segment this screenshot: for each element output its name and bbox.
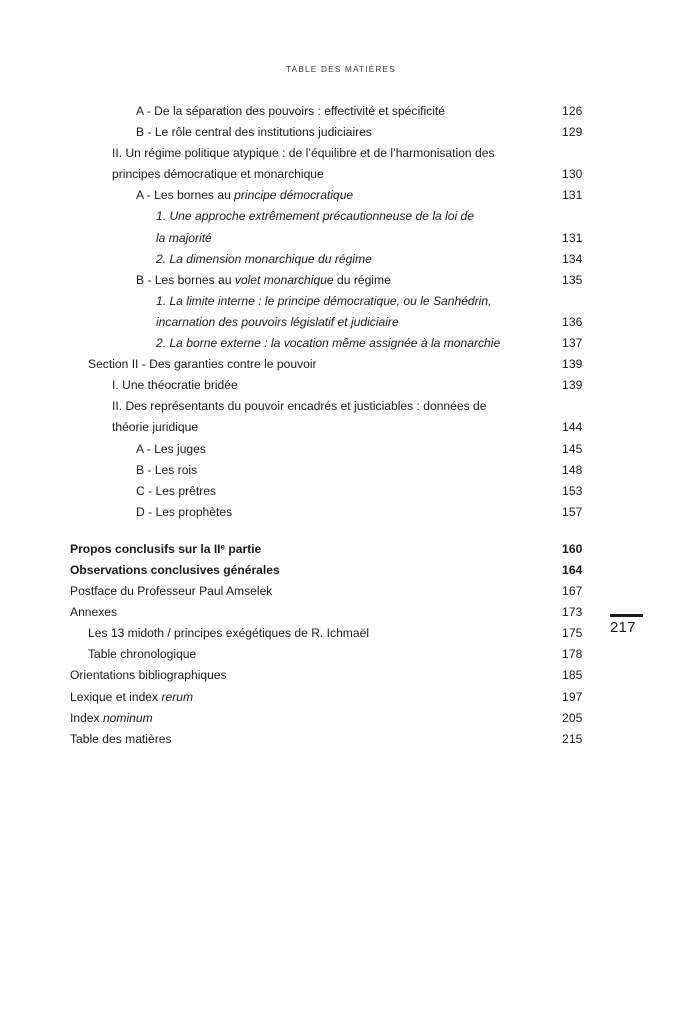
toc-entry-page-number: 144 [562, 420, 583, 435]
toc-entry-label: Table des matières [70, 731, 172, 746]
toc-entry [0, 481, 682, 502]
toc-entry [0, 122, 682, 143]
toc-entry [0, 539, 682, 560]
toc-entry-label: 2. La borne externe : la vocation même assignée à la monarchie [156, 336, 501, 351]
folio-rule [610, 614, 643, 617]
ordinal-superscript: e [220, 542, 225, 552]
toc-entry-label: A - Les bornes au principe démocratique [136, 188, 354, 203]
toc-entry [0, 644, 682, 665]
toc-entry-page-number: 215 [562, 731, 583, 746]
toc-entry [0, 249, 682, 270]
folio-marker [608, 614, 654, 636]
toc-entry-page-number: 160 [562, 541, 583, 556]
toc-entry-page-number: 153 [562, 483, 583, 498]
toc-entry-label: Orientations bibliographiques [70, 668, 227, 683]
toc-entry [0, 164, 682, 185]
toc-entry [0, 312, 682, 333]
toc-entry-label: Table chronologique [88, 647, 197, 662]
toc-entry-page-number: 175 [562, 626, 583, 641]
toc-entry-label: Observations conclusives générales [70, 562, 280, 577]
toc-entry-label: Index nominum [70, 710, 153, 725]
folio-page-number: 217 [610, 619, 636, 636]
toc-entry-page-number: 139 [562, 378, 583, 393]
toc-entry-label: incarnation des pouvoirs législatif et judiciaire [156, 314, 399, 329]
toc-entry-label: D - Les prophètes [136, 504, 233, 519]
toc-entry-page-number: 136 [562, 314, 583, 329]
toc-entry-label-italic: nominum [102, 710, 153, 725]
toc-entry-page-number: 197 [562, 689, 583, 704]
toc-entry-page-number: 167 [562, 584, 583, 599]
toc-entry-label: A - Les juges [136, 441, 206, 456]
toc-entry [0, 623, 682, 644]
toc-entry-label: Les 13 midoth / principes exégétiques de R. Ichmaël [88, 626, 370, 641]
toc-entry [0, 417, 682, 438]
toc-entry [0, 396, 682, 417]
toc-entry-label-italic: principe démocratique [234, 188, 354, 203]
toc-entry [0, 460, 682, 481]
toc-entry-page-number: 185 [562, 668, 583, 683]
toc-entry [0, 354, 682, 375]
toc-entry-label: B - Les rois [136, 462, 198, 477]
toc-entry [0, 375, 682, 396]
toc-entry-page-number: 131 [562, 188, 583, 203]
toc-entry-page-number: 139 [562, 357, 583, 372]
toc-entry-page-number: 164 [562, 562, 583, 577]
toc-entry-label-italic: volet monarchique [234, 272, 334, 287]
toc-entry-label: Annexes [70, 605, 118, 620]
toc-main-section [0, 101, 682, 523]
toc-entry-label: I. Une théocratie bridée [112, 378, 238, 393]
toc-back-matter-section [0, 539, 682, 750]
toc-entry [0, 206, 682, 227]
toc-entry-label: 1. Une approche extrêmement précautionneuse de la loi de [156, 209, 474, 224]
toc-entry-label: Postface du Professeur Paul Amselek [70, 584, 273, 599]
toc-entry [0, 665, 682, 686]
toc-entry [0, 143, 682, 164]
toc-entry-label-italic: rerum [161, 689, 194, 704]
toc-entry-label: 1. La limite interne : le principe démocratique, ou le Sanhédrin, [156, 293, 492, 308]
toc-entry-label: Propos conclusifs sur la IIe partie [70, 541, 262, 556]
running-header: TABLE DES MATIÈRES [286, 64, 396, 74]
toc-entry-label: B - Les bornes au volet monarchique du régime [136, 272, 391, 287]
toc-entry-label: B - Le rôle central des institutions judiciaires [136, 125, 372, 140]
toc-entry [0, 581, 682, 602]
toc-entry-page-number: 148 [562, 462, 583, 477]
toc-entry-page-number: 135 [562, 272, 583, 287]
toc-entry [0, 729, 682, 750]
toc-entry [0, 228, 682, 249]
toc-entry-page-number: 134 [562, 251, 583, 266]
toc-entry-page-number: 130 [562, 167, 583, 182]
toc-entry-label: A - De la séparation des pouvoirs : effectivité et spécificité [136, 104, 445, 118]
toc-entry-page-number: 145 [562, 441, 583, 456]
toc-entry-page-number: 178 [562, 647, 583, 662]
toc-entry-page-number: 157 [562, 504, 583, 519]
toc-entry [0, 333, 682, 354]
toc-entry [0, 101, 682, 122]
table-of-contents [0, 101, 682, 750]
toc-entry-label: principes démocratique et monarchique [112, 167, 324, 182]
toc-entry-page-number: 129 [562, 125, 583, 140]
toc-entry [0, 560, 682, 581]
toc-entry [0, 708, 682, 729]
toc-entry [0, 185, 682, 206]
toc-entry-label: C - Les prêtres [136, 483, 216, 498]
toc-entry-label: Section II - Des garanties contre le pouvoir [88, 357, 317, 372]
toc-entry-label: II. Des représentants du pouvoir encadrés et justiciables : données de [112, 399, 487, 414]
toc-entry-label: la majorité [156, 230, 212, 245]
toc-entry-label: théorie juridique [112, 420, 199, 435]
toc-entry [0, 502, 682, 523]
toc-entry [0, 270, 682, 291]
toc-entry-page-number: 126 [562, 104, 583, 118]
toc-entry-page-number: 137 [562, 336, 583, 351]
toc-entry-page-number: 131 [562, 230, 583, 245]
toc-entry [0, 602, 682, 623]
toc-entry-label: Lexique et index rerum [70, 689, 194, 704]
toc-entry-page-number: 173 [562, 605, 583, 620]
toc-entry [0, 439, 682, 460]
toc-entry [0, 687, 682, 708]
toc-entry-label: II. Un régime politique atypique : de l’équilibre et de l’harmonisation des [112, 146, 495, 161]
toc-entry [0, 291, 682, 312]
toc-entry-page-number: 205 [562, 710, 583, 725]
toc-entry-label: 2. La dimension monarchique du régime [156, 251, 372, 266]
